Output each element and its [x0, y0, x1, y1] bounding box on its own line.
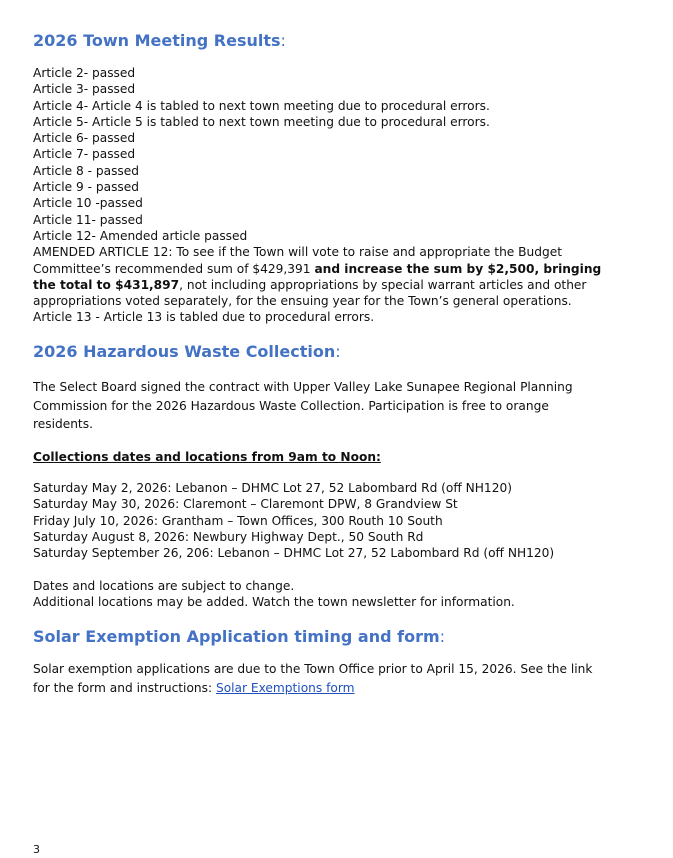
note-line: Dates and locations are subject to change. — [33, 579, 295, 593]
amended-article-12: AMENDED ARTICLE 12: To see if the Town will vote to raise and appropriate the Budget Committee’s recommended sum of $429,391 and increase the sum by $2,500, bringing the total to $431,897, not including appropriations by special warrant articles and other appropriations voted separately, for the ensuing year for the Town’s general operations. — [33, 245, 602, 309]
hazardous-waste-intro: The Select Board signed the contract with Upper Valley Lake Sunapee Regional Planning Commission for the 2026 Hazardous Waste Collection. Participation is free to orange residents. — [33, 380, 573, 431]
collection-date: Saturday August 8, 2026: Newbury Highway Dept., 50 South Rd — [33, 529, 424, 544]
town-meeting-heading: 2026 Town Meeting Results: — [33, 31, 286, 50]
article-line: Article 9 - passed — [33, 180, 140, 195]
collection-date: Saturday May 2, 2026: Lebanon – DHMC Lot 27, 52 Labombard Rd (off NH120) — [33, 481, 512, 495]
note-line: Additional locations may be added. Watch the town newsletter for information. — [33, 595, 515, 610]
article-line: Article 2- passed — [33, 66, 136, 80]
solar-exemptions-form-link[interactable]: Solar Exemptions form — [215, 680, 355, 695]
article-line: Article 3- passed — [33, 82, 136, 97]
article-line: Article 8 - passed — [33, 163, 140, 178]
article-13: Article 13 - Article 13 is tabled due to procedural errors. — [33, 310, 375, 325]
article-line: Article 7- passed — [33, 147, 136, 162]
article-line: Article 12- Amended article passed — [33, 228, 248, 243]
articles-list — [33, 65, 633, 326]
collection-date: Friday July 10, 2026: Grantham – Town Offices, 300 Routh 10 South — [33, 513, 443, 528]
collection-notes — [33, 578, 633, 611]
collection-dates — [33, 480, 633, 561]
collections-subheading: Collections dates and locations from 9am to Noon: — [33, 450, 381, 464]
solar-exemption-body: Solar exemption applications are due to the Town Office prior to April 15, 2026. See the link for the form and instructions: Solar Exemptions form — [33, 662, 593, 695]
article-line: Article 6- passed — [33, 131, 136, 146]
collection-date: Saturday May 30, 2026: Claremont – Claremont DPW, 8 Grandview St — [33, 497, 458, 512]
page-number: 3 — [33, 843, 40, 856]
article-line: Article 5- Article 5 is tabled to next town meeting due to procedural errors. — [33, 114, 490, 129]
collection-date: Saturday September 26, 206: Lebanon – DHMC Lot 27, 52 Labombard Rd (off NH120) — [33, 546, 555, 561]
article-line: Article 10 -passed — [33, 196, 143, 211]
solar-exemption-heading: Solar Exemption Application timing and form: — [33, 627, 446, 646]
article-line: Article 4- Article 4 is tabled to next town meeting due to procedural errors. — [33, 98, 490, 113]
article-line: Article 11- passed — [33, 212, 143, 227]
hazardous-waste-heading: 2026 Hazardous Waste Collection: — [33, 342, 341, 361]
